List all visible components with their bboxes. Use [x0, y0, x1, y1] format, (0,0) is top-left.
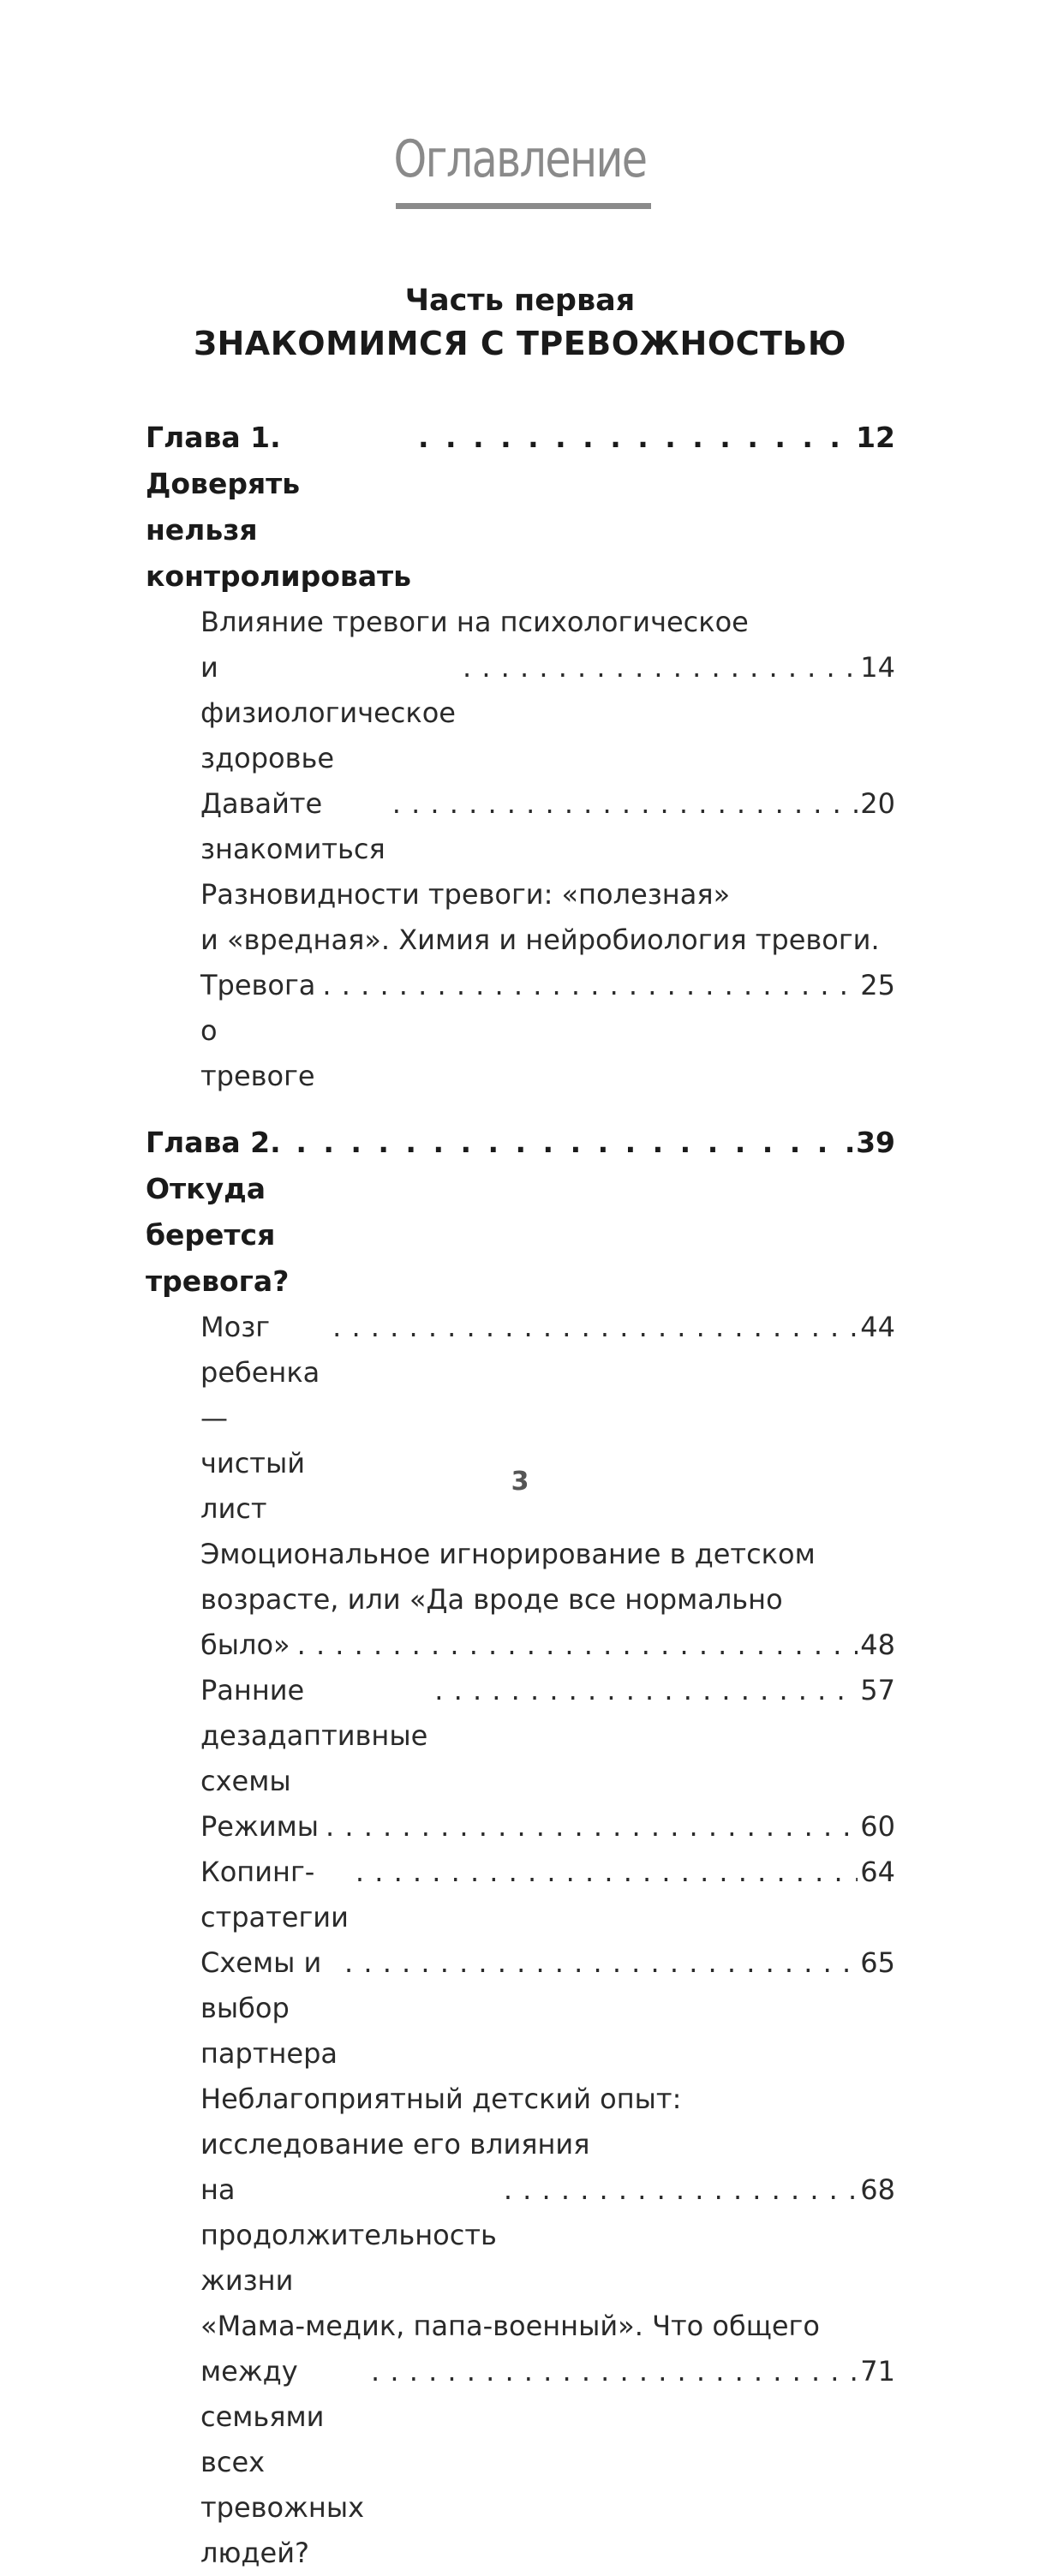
toc-section-2-5[interactable] [200, 1850, 895, 1940]
toc-section-1-1[interactable] [200, 600, 895, 781]
dot-leader [504, 2167, 858, 2213]
section-title-line: на продолжительность жизни [200, 2173, 497, 2297]
section-page-number: 68 [860, 2173, 895, 2206]
chapter-page-number: 39 [856, 1126, 895, 1159]
toc-section-2-2[interactable] [200, 1532, 895, 1668]
chapter-title: Глава 2. Откуда берется тревога? [146, 1126, 290, 1298]
toc-chapter-1[interactable] [146, 415, 895, 600]
section-title-line: было» [200, 1629, 290, 1661]
section-title-line: Разновидности тревоги: «полезная» [200, 878, 731, 911]
chapter-title: Глава 1. Доверять нельзя контролировать [146, 421, 412, 593]
toc-section-2-1[interactable] [200, 1305, 895, 1532]
dot-leader [332, 1305, 858, 1350]
section-page-number: 14 [860, 651, 895, 684]
toc-section-2-8[interactable] [200, 2304, 895, 2576]
section-page-number: 20 [860, 787, 895, 820]
section-title-line: и «вредная». Химия и нейробиология тревоги. [200, 923, 880, 956]
dot-leader [418, 415, 853, 461]
toc-section-2-3[interactable] [200, 1668, 895, 1804]
section-title-line: «Мама-медик, папа-военный». Что общего [200, 2310, 820, 2342]
dot-leader [296, 1120, 853, 1166]
section-title-line: и физиологическое здоровье [200, 651, 456, 774]
section-title-line: Схемы и выбор партнера [200, 1946, 338, 2070]
section-title-line: Неблагоприятный детский опыт: [200, 2083, 682, 2115]
dot-leader [356, 1850, 858, 1895]
section-title-line: исследование его влияния [200, 2128, 590, 2161]
dot-leader [463, 645, 858, 690]
section-title-line: Эмоциональное игнорирование в детском [200, 1538, 816, 1570]
toc-section-1-2[interactable] [200, 781, 895, 872]
section-page-number: 48 [860, 1629, 895, 1661]
section-title-line: Режимы [200, 1810, 320, 1843]
dot-leader [297, 1623, 858, 1668]
dot-leader [322, 963, 858, 1008]
dot-leader [371, 2349, 858, 2394]
page-title: Оглавление [393, 129, 647, 189]
part-name: ЗНАКОМИМСЯ С ТРЕВОЖНОСТЬЮ [194, 325, 846, 362]
section-page-number: 57 [860, 1674, 895, 1706]
section-title-line: Ранние дезадаптивные схемы [200, 1674, 428, 1797]
chapter-page-number: 12 [856, 421, 895, 454]
section-title-line: Тревога о тревоге [200, 969, 316, 1092]
section-title-line: Мозг ребенка — чистый лист [200, 1311, 320, 1525]
dot-leader [434, 1668, 858, 1713]
dot-leader [344, 1940, 858, 1986]
toc-section-1-3[interactable] [200, 872, 895, 1099]
toc-section-2-6[interactable] [200, 1940, 895, 2077]
section-title-line: Давайте знакомиться [200, 787, 386, 865]
part-label: Часть первая [404, 284, 636, 318]
dot-leader [326, 1804, 858, 1850]
part-heading [0, 279, 1040, 365]
section-page-number: 71 [860, 2355, 895, 2388]
dot-leader [392, 781, 858, 827]
section-title-line: между семьями всех тревожных людей? [200, 2355, 365, 2569]
section-page-number: 64 [860, 1856, 895, 1888]
section-page-number: 25 [860, 969, 895, 1001]
title-underline [396, 203, 651, 209]
toc-section-2-7[interactable] [200, 2077, 895, 2304]
toc-chapter-2[interactable] [146, 1120, 895, 1305]
section-page-number: 60 [860, 1810, 895, 1843]
section-title-line: Копинг-стратегии [200, 1856, 349, 1933]
section-title-line: возрасте, или «Да вроде все нормально [200, 1583, 783, 1616]
section-page-number: 65 [860, 1946, 895, 1979]
toc-section-2-4[interactable] [200, 1804, 895, 1850]
section-page-number: 44 [860, 1311, 895, 1343]
page-number: 3 [511, 1467, 529, 1497]
section-title-line: Влияние тревоги на психологическое [200, 606, 749, 638]
